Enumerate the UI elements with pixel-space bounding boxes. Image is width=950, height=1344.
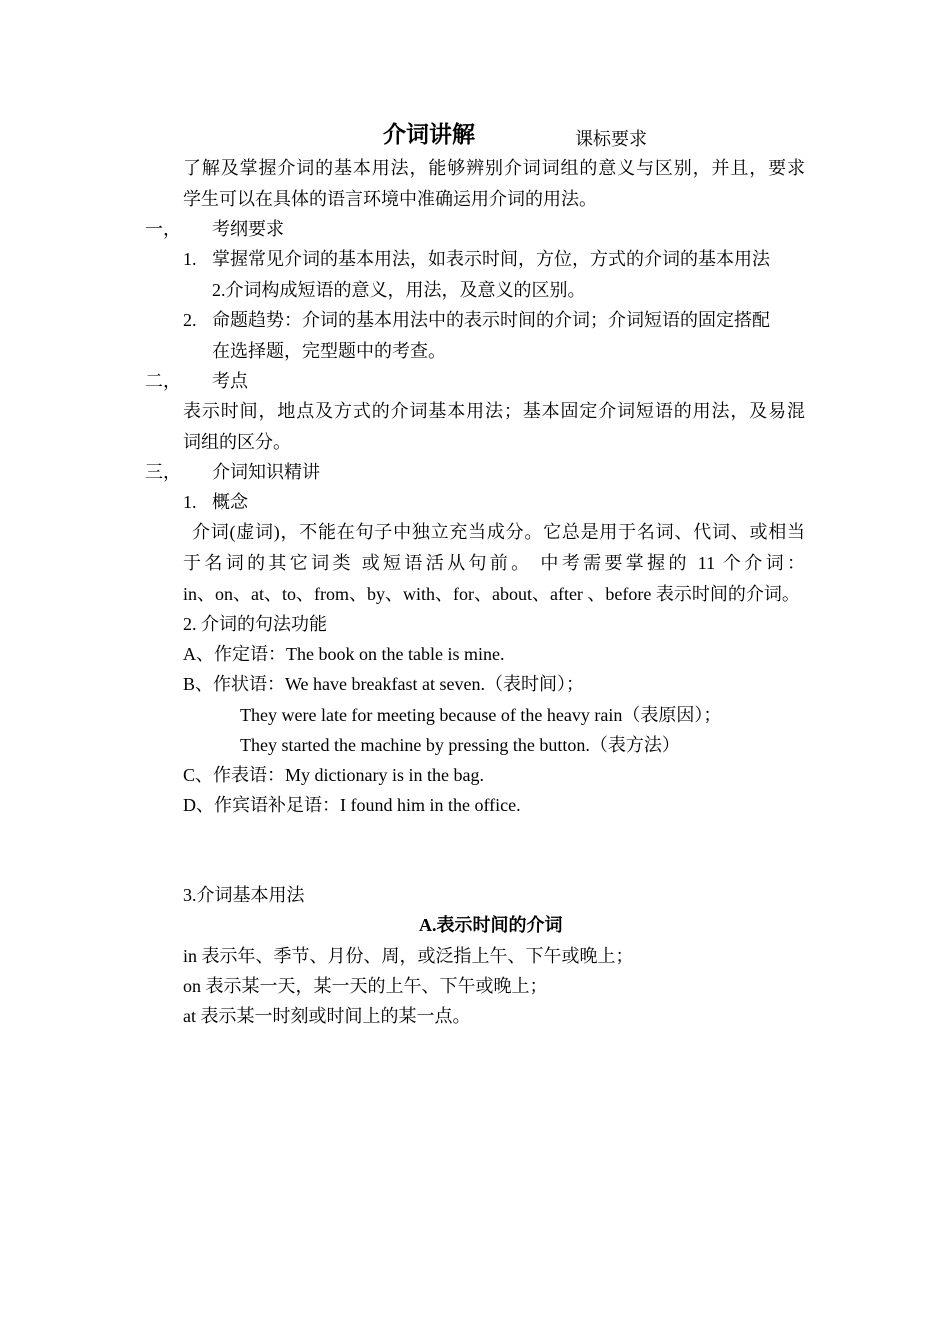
concept-line-2: 于名词的其它词类 或短语活从句前。 中考需要掌握的 11 个介词：: [183, 553, 805, 573]
syntax-c: C、作表语：My dictionary is in the bag.: [183, 765, 484, 785]
section-1-number: 一，: [145, 219, 181, 239]
list-item-1-line-2: 2.介词构成短语的意义，用法，及意义的区别。: [212, 280, 586, 300]
list-item-2-line-2: 在选择题，完型题中的考查。: [212, 341, 446, 361]
syntax-b: B、作状语：We have breakfast at seven.（表时间）；: [183, 674, 584, 694]
list-item-2-line-1: 命题趋势：介词的基本用法中的表示时间的介词；介词短语的固定搭配: [212, 310, 770, 330]
list-item-2-number: 2.: [183, 310, 197, 330]
section-1-heading: 考纲要求: [212, 219, 284, 239]
syntax-b-example-3: They started the machine by pressing the button.（表方法）: [240, 735, 680, 755]
section-2-number: 二，: [145, 371, 181, 391]
usage-at: at 表示某一时刻或时间上的某一点。: [183, 1006, 471, 1026]
page-title: 介词讲解: [383, 122, 475, 147]
intro-line-2: 学生可以在具体的语言环境中准确运用介词的用法。: [183, 189, 597, 209]
usage-in: in 表示年、季节、月份、周，或泛指上午、下午或晚上；: [183, 946, 634, 966]
usage-heading: 3.介词基本用法: [183, 885, 305, 905]
list-item-1-line-1: 掌握常见介词的基本用法，如表示时间，方位，方式的介词的基本用法: [212, 249, 770, 269]
concept-number: 1.: [183, 492, 197, 512]
section-3-number: 三，: [145, 462, 181, 482]
concept-line-1: 介词(虚词)，不能在句子中独立充当成分。它总是用于名词、代词、或相当: [192, 522, 805, 542]
list-item-1-number: 1.: [183, 249, 197, 269]
section-2-line-1: 表示时间，地点及方式的介词基本用法；基本固定介词短语的用法，及易混: [183, 401, 805, 421]
page-subtitle: 课标要求: [575, 129, 647, 149]
usage-subheading: A.表示时间的介词: [419, 915, 563, 935]
syntax-d: D、作宾语补足语：I found him in the office.: [183, 795, 521, 815]
syntax-b-example-2: They were late for meeting because of the heavy rain（表原因）；: [240, 705, 722, 725]
syntax-heading: 2. 介词的句法功能: [183, 614, 327, 634]
section-2-line-2: 词组的区分。: [183, 432, 291, 452]
concept-line-3: in、on、at、to、from、by、with、for、about、after 、before 表示时间的介词。: [183, 584, 800, 604]
section-2-heading: 考点: [212, 371, 248, 391]
syntax-a: A、作定语：The book on the table is mine.: [183, 644, 505, 664]
concept-label: 概念: [212, 492, 248, 512]
section-3-heading: 介词知识精讲: [212, 462, 320, 482]
intro-line-1: 了解及掌握介词的基本用法，能够辨别介词词组的意义与区别，并且，要求: [183, 158, 805, 178]
usage-on: on 表示某一天，某一天的上午、下午或晚上；: [183, 976, 548, 996]
